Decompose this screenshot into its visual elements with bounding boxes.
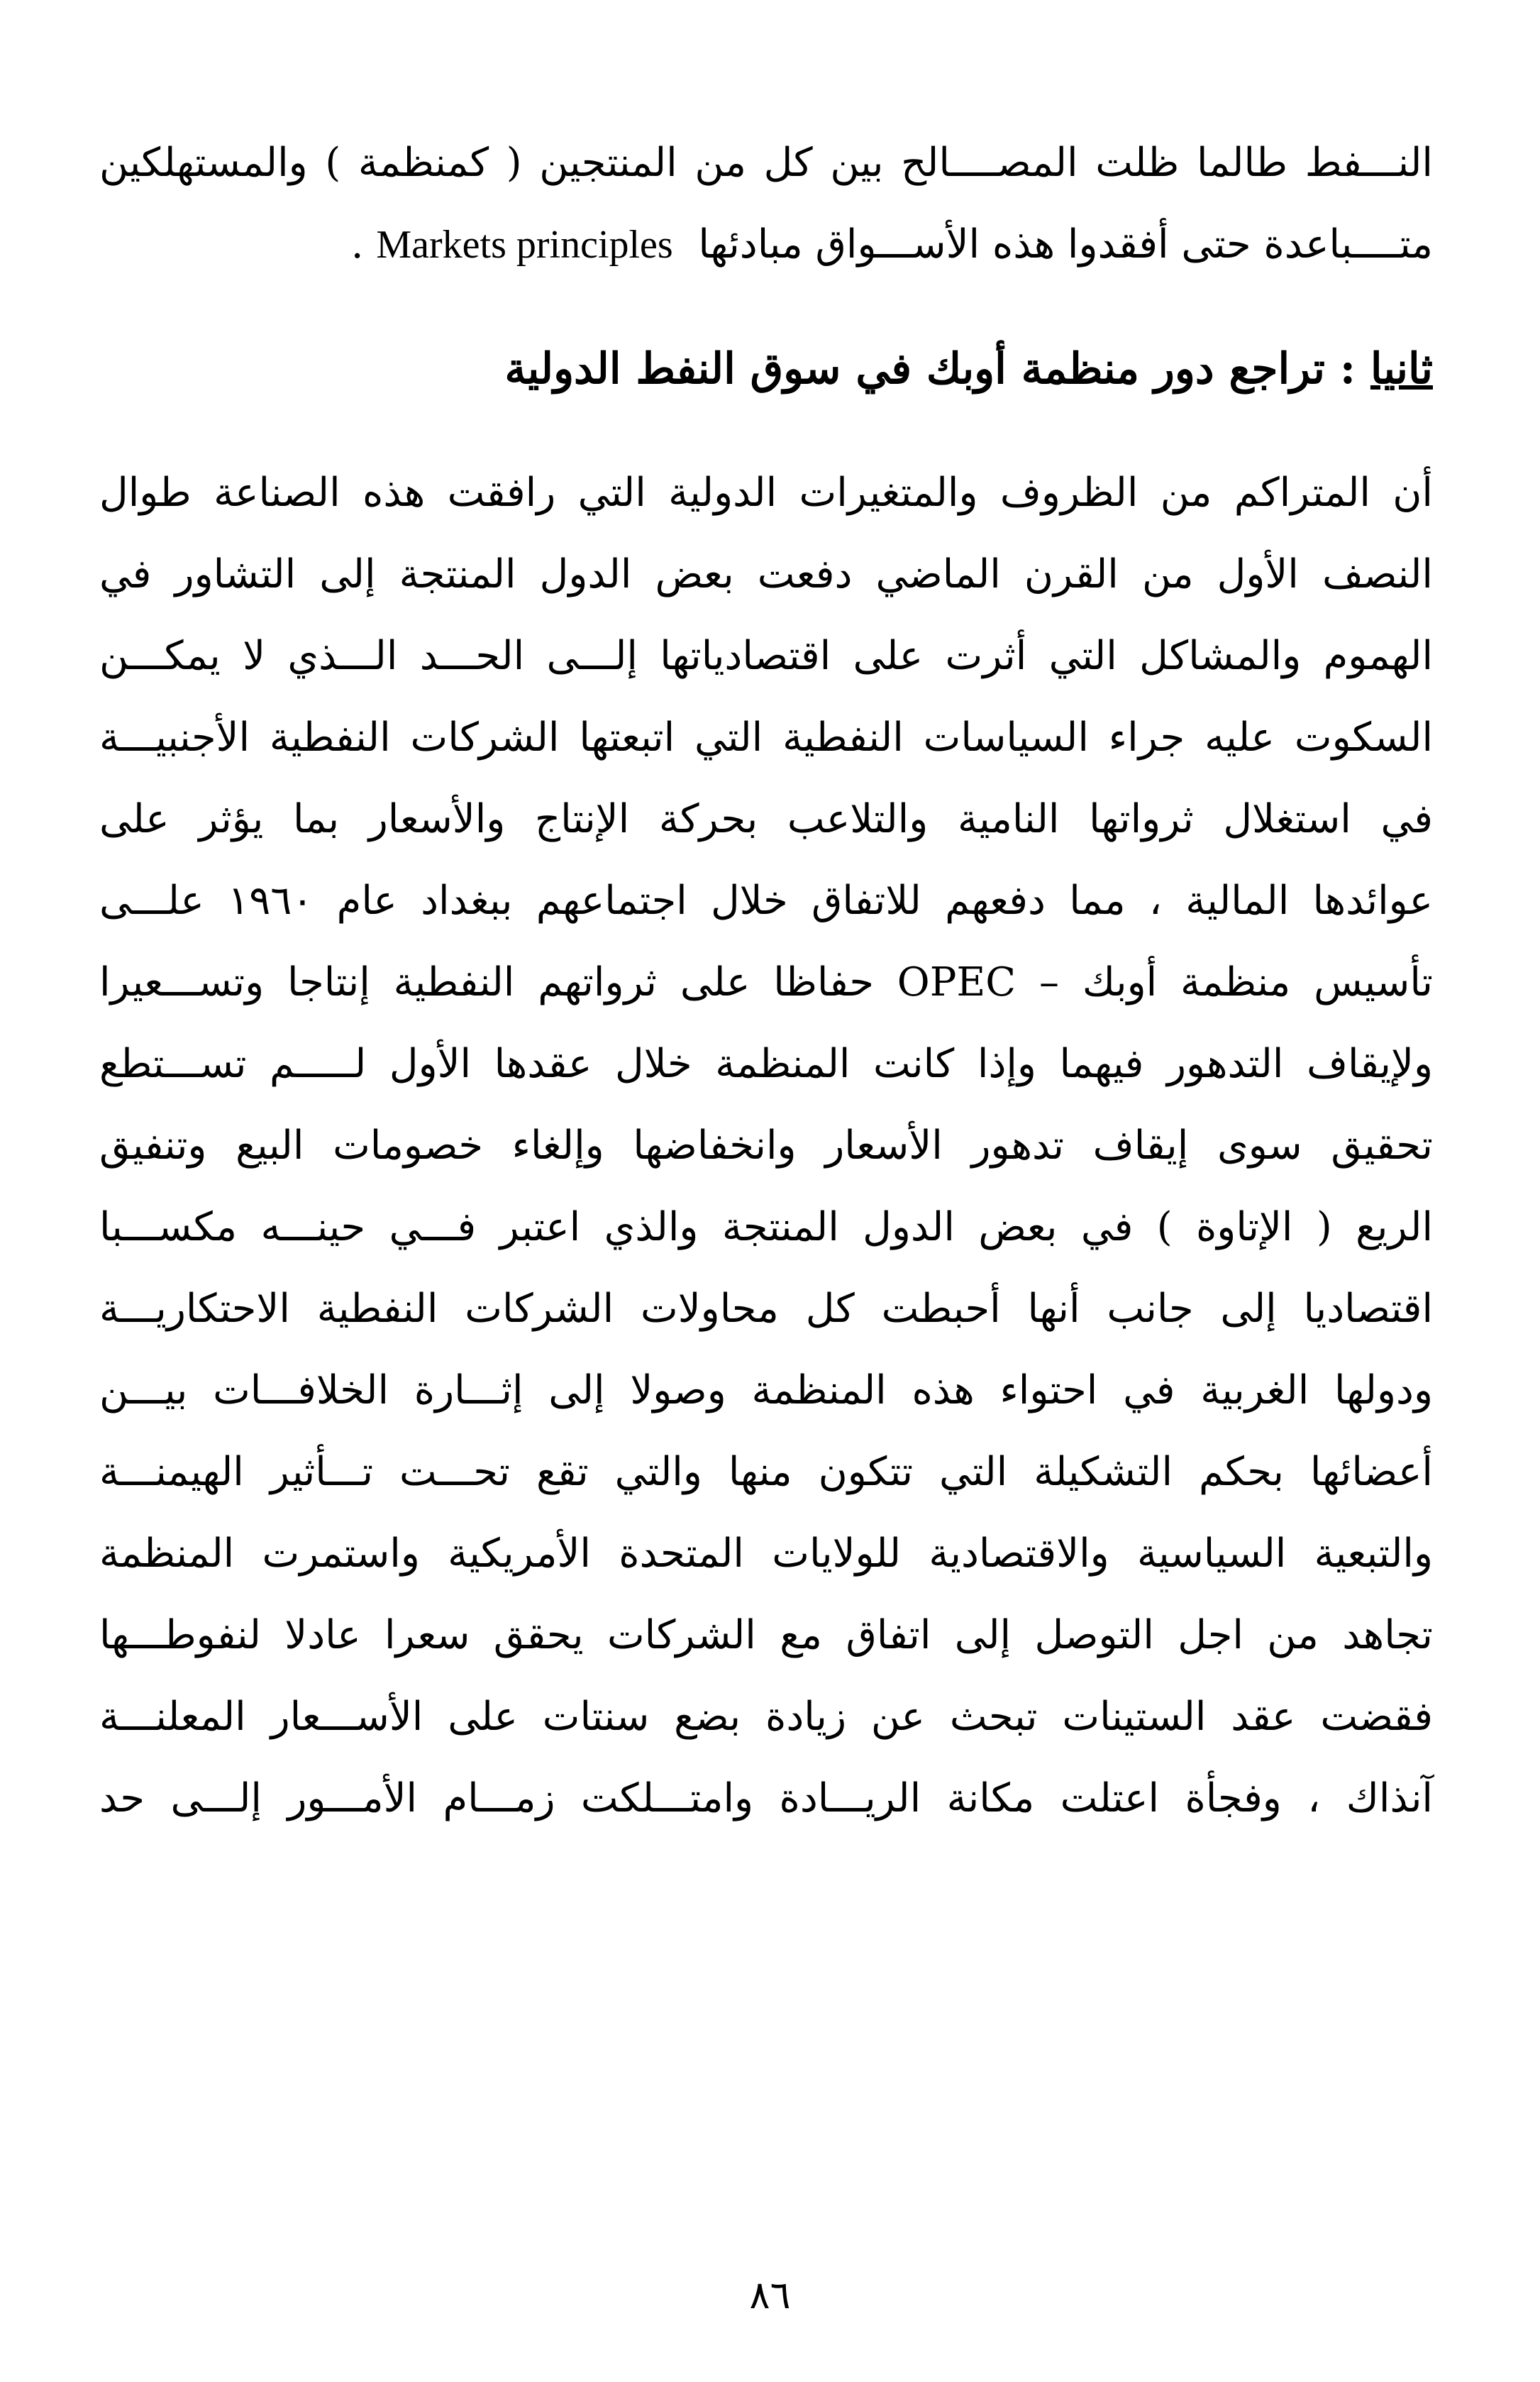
body-line: أن المتراكم من الظروف والمتغيرات الدولية التي رافقت هذه الصناعة طوال xyxy=(99,470,1433,516)
body-line: الريع ( الإتاوة ) في بعض الدول المنتجة والذي اعتبر فـــي حينـــه مكســـبا xyxy=(99,1204,1433,1250)
intro-line-2-period: . xyxy=(350,221,364,268)
intro-line-1: النـــفط طالما ظلت المصــــالح بين كل من المنتجين ( كمنظمة ) والمستهلكين xyxy=(99,140,1433,186)
body-line: السكوت عليه جراء السياسات النفطية التي اتبعتها الشركات النفطية الأجنبيـــة xyxy=(99,715,1433,761)
body-line: والتبعية السياسية والاقتصادية للولايات المتحدة الأمريكية واستمرت المنظمة xyxy=(99,1531,1433,1577)
body-line: عوائدها المالية ، مما دفعهم للاتفاق خلال اجتماعهم ببغداد عام ١٩٦٠ علـــى xyxy=(99,878,1433,924)
body-line: اقتصاديا إلى جانب أنها أحبطت كل محاولات الشركات النفطية الاحتكاريـــة xyxy=(99,1286,1433,1332)
section-heading xyxy=(99,333,1433,404)
body-line: فقضت عقد الستينات تبحث عن زيادة بضع سنتات على الأســـعار المعلنـــة xyxy=(99,1694,1433,1740)
body-line: آنذاك ، وفجأة اعتلت مكانة الريـــادة وامتـــلكت زمـــام الأمـــور إلـــى حد xyxy=(99,1775,1433,1821)
page-number: ٨٦ xyxy=(749,2273,791,2317)
intro-line-2-arabic: متــــباعدة حتى أفقدوا هذه الأســـواق مبادئها xyxy=(698,221,1433,268)
markets-principles-term: Markets principles xyxy=(376,223,673,267)
section-heading-title: : تراجع دور منظمة أوبك في سوق النفط الدولية xyxy=(504,344,1356,394)
body-line: في استغلال ثرواتها النامية والتلاعب بحركة الإنتاج والأسعار بما يؤثر على xyxy=(99,796,1433,842)
body-line: تجاهد من اجل التوصل إلى اتفاق مع الشركات يحقق سعرا عادلا لنفوطـــها xyxy=(99,1612,1434,1658)
body-line: ودولها الغربية في احتواء هذه المنظمة وصولا إلى إثـــارة الخلافـــات بيـــن xyxy=(99,1367,1433,1413)
body-line: تحقيق سوى إيقاف تدهور الأسعار وانخفاضها وإلغاء خصومات البيع وتنفيق xyxy=(99,1123,1433,1169)
body-line: أعضائها بحكم التشكيلة التي تتكون منها والتي تقع تحـــت تـــأثير الهيمنـــة xyxy=(99,1449,1433,1495)
intro-line-2 xyxy=(99,213,1433,277)
body-line: النصف الأول من القرن الماضي دفعت بعض الدول المنتجة إلى التشاور في xyxy=(99,551,1433,597)
section-heading-label: ثانيا xyxy=(1370,344,1433,394)
body-line: تأسيس منظمة أوبك – OPEC حفاظا على ثرواتهم النفطية إنتاجا وتســـعيرا xyxy=(99,959,1433,1005)
body-line: الهموم والمشاكل التي أثرت على اقتصادياتها إلـــى الحـــد الـــذي لا يمكـــن xyxy=(99,633,1433,679)
body-line: ولإيقاف التدهور فيهما وإذا كانت المنظمة خلال عقدها الأول لـــــم تســـتطع xyxy=(99,1041,1433,1087)
